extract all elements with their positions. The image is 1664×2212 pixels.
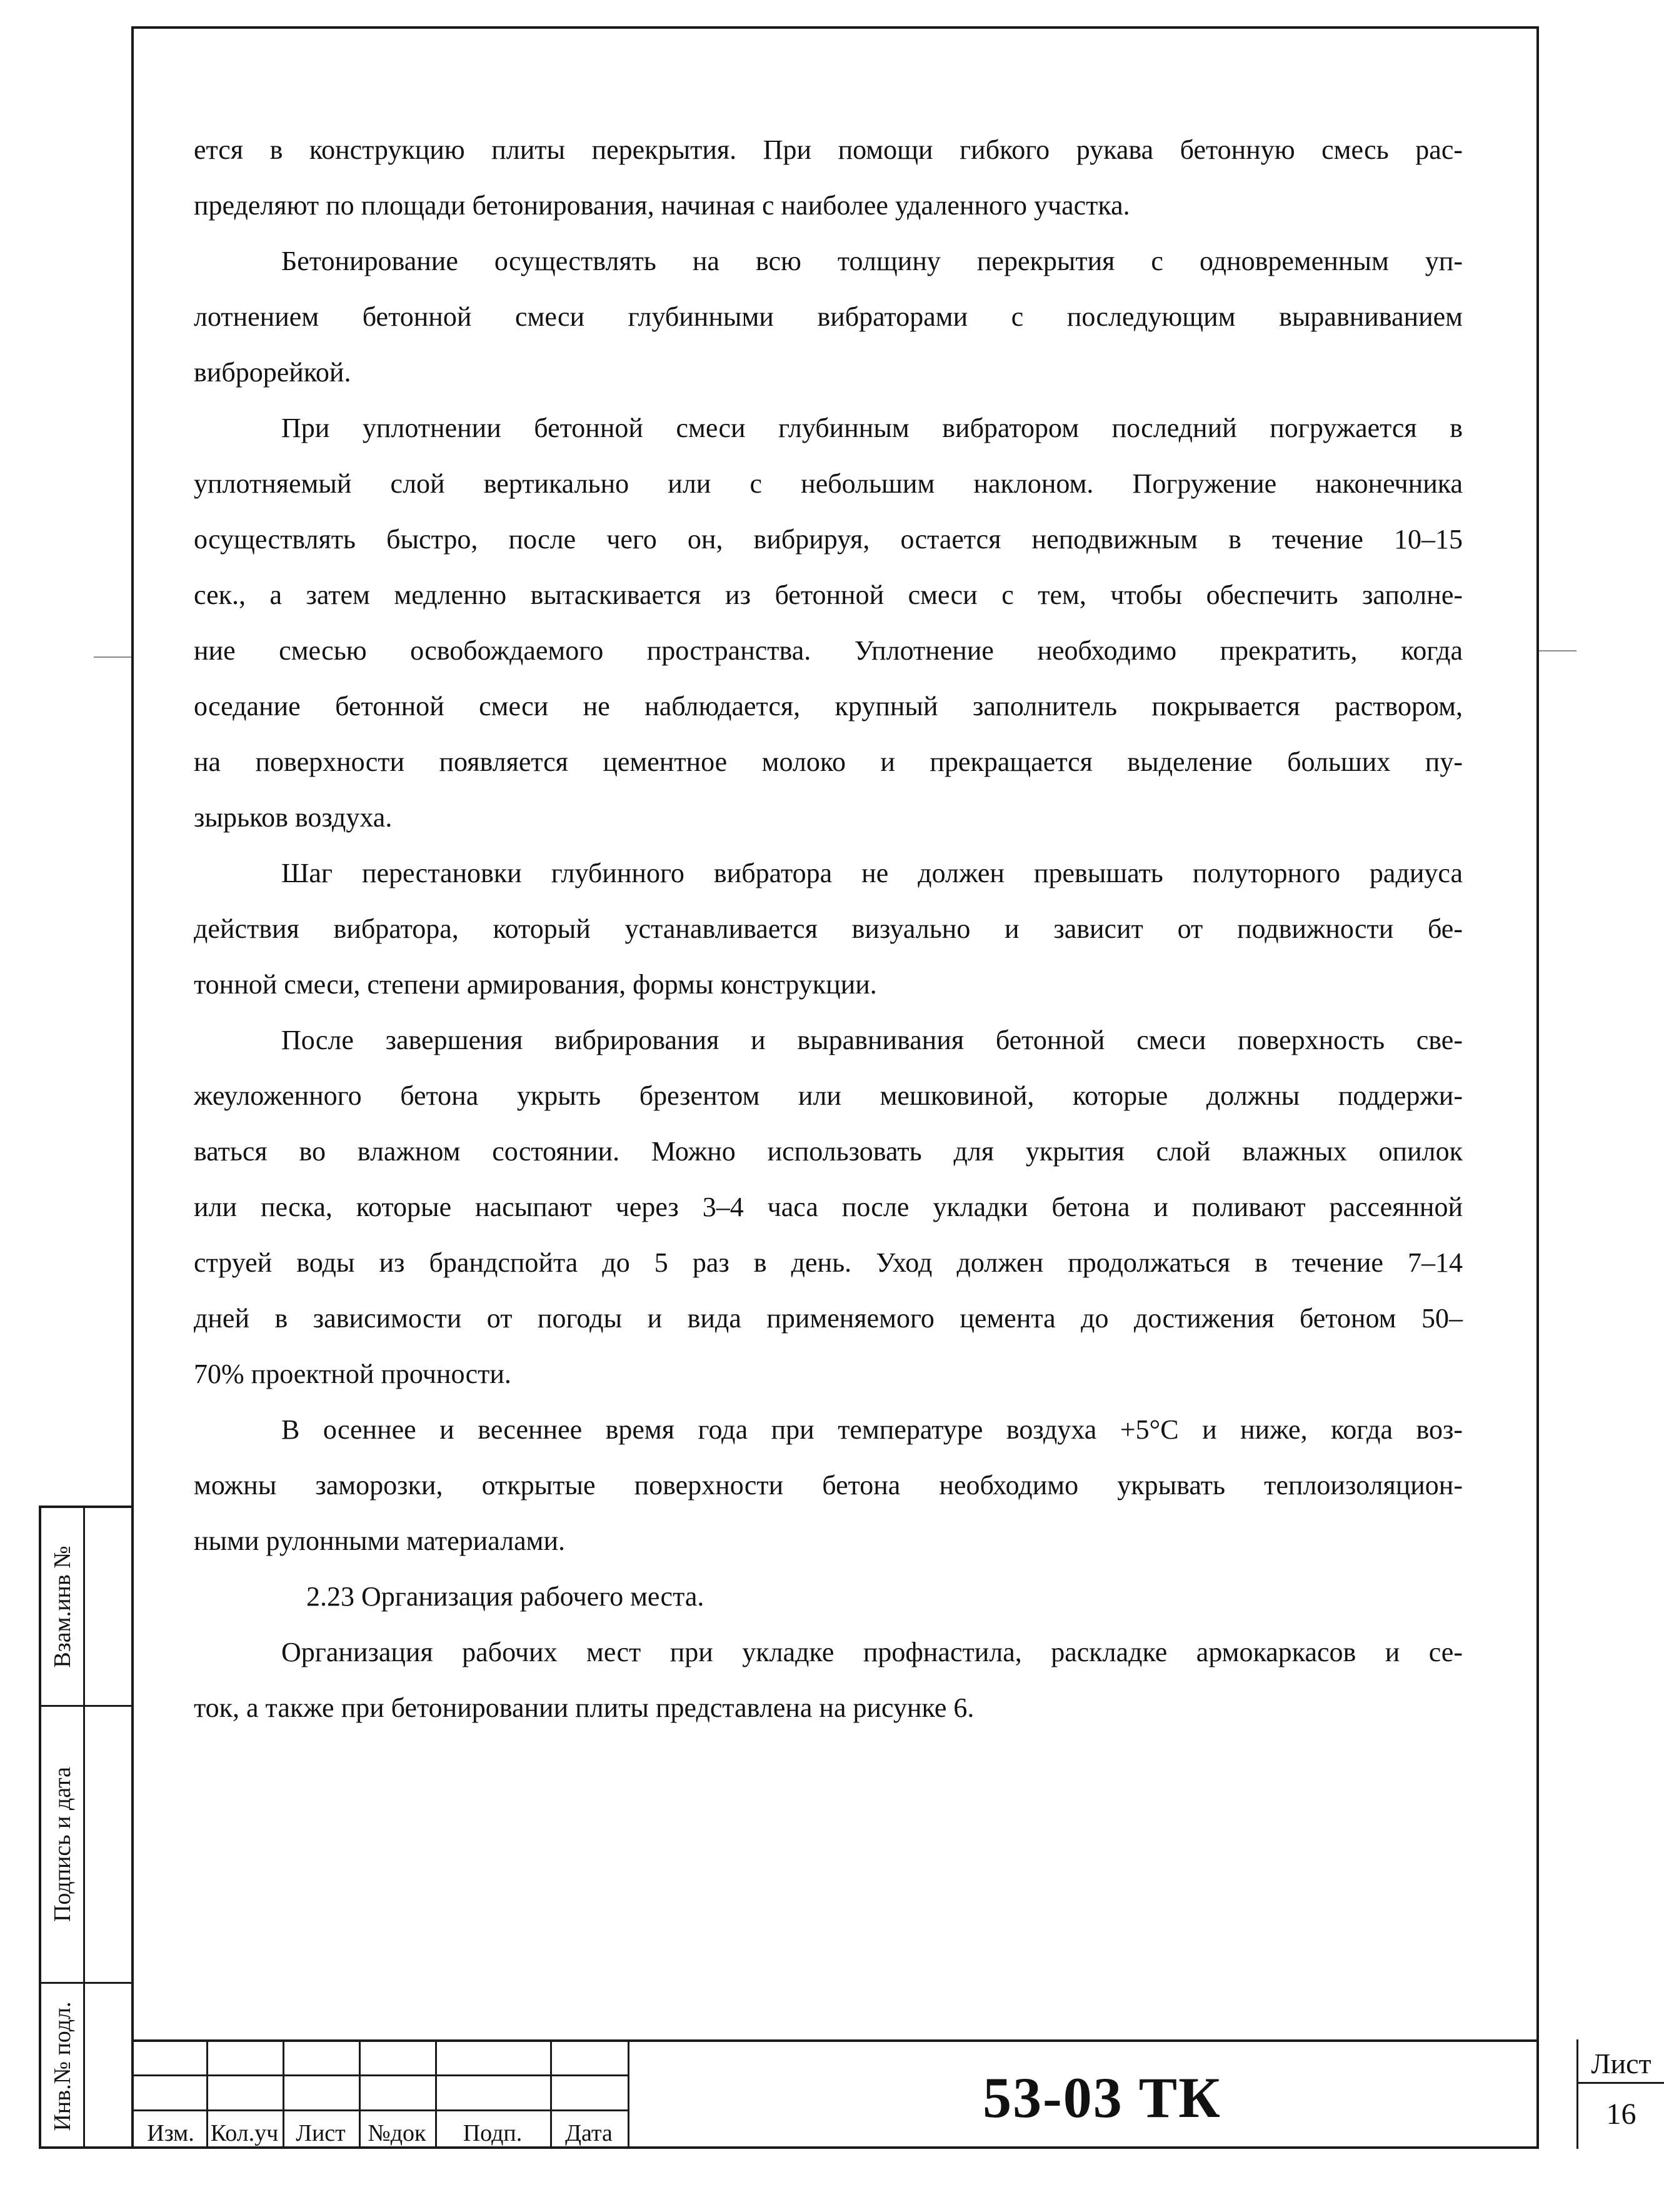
col-list: Лист: [296, 2120, 346, 2146]
side-cell-zam-inv: [41, 1508, 131, 1705]
text-line: Шаг перестановки глубинного вибратора не должен превышать полуторного радиуса: [281, 858, 1463, 888]
paragraph: [194, 845, 1463, 1012]
text-line: или песка, которые насыпают через 3–4 часа после укладки бетона и поливают рассеянной: [194, 1192, 1463, 1222]
col-data: Дата: [565, 2120, 613, 2146]
title-block: [131, 2039, 1651, 2149]
text-line: оседание бетонной смеси не наблюдается, крупный заполнитель покрывается раствором,: [194, 691, 1463, 721]
text-line: ными рулонными материалами.: [194, 1526, 566, 1556]
text-line: виброрейкой.: [194, 357, 351, 388]
paragraph: [194, 233, 1463, 400]
text-line: ваться во влажном состоянии. Можно использовать для укрытия слой влажных опилок: [194, 1136, 1463, 1167]
text-line: на поверхности появляется цементное молоко и прекращается выделение больших пу-: [194, 747, 1463, 777]
side-cell-inv-podl: [41, 1984, 131, 2149]
col-podp: Подп.: [463, 2120, 523, 2146]
text-line: После завершения вибрирования и выравнивания бетонной смеси поверхность све-: [281, 1025, 1463, 1055]
document-code: [628, 2039, 1576, 2149]
paragraph: [194, 400, 1463, 845]
text-line: сек., а затем медленно вытаскивается из бетонной смеси с тем, чтобы обеспечить заполне-: [194, 580, 1463, 610]
text-line: пределяют по площади бетонирования, начиная с наиболее удаленного участка.: [194, 190, 1130, 221]
text-line: дней в зависимости от погоды и вида применяемого цемента до достижения бетоном 50–: [194, 1303, 1463, 1334]
col-kol-uch: Кол.уч: [210, 2120, 279, 2146]
text-line: уплотняемый слой вертикально или с небольшим наклоном. Погружение наконечника: [194, 468, 1463, 499]
text-line: зырьков воздуха.: [194, 802, 393, 833]
text-line: осуществлять быстро, после чего он, вибрируя, остается неподвижным в течение 10–15: [194, 524, 1463, 555]
text-line: действия вибратора, который устанавливается визуально и зависит от подвижности бе-: [194, 913, 1463, 944]
text-line: 70% проектной прочности.: [194, 1359, 511, 1389]
margin-tick-left: [94, 656, 131, 658]
side-label-podpis-data: Подпись и дата: [49, 1766, 76, 1923]
section-heading: [194, 1569, 1463, 1624]
revision-grid: [131, 2039, 628, 2149]
text-line: ется в конструкцию плиты перекрытия. При помощи гибкого рукава бетонную смесь рас-: [194, 134, 1463, 165]
text-line: 2.23 Организация рабочего места.: [306, 1581, 704, 1612]
text-line: лотнением бетонной смеси глубинными вибраторами с последующим выравниванием: [194, 301, 1463, 332]
side-label-zam-inv: Взам.инв №: [49, 1545, 76, 1668]
text-line: струей воды из брандспойта до 5 раз в день. Уход должен продолжаться в течение 7–14: [194, 1247, 1463, 1278]
col-izm: Изм.: [147, 2120, 194, 2146]
paragraph: [194, 1624, 1463, 1736]
side-label-inv-podl: Инв.№ подл.: [49, 2001, 76, 2131]
body-text: [194, 122, 1463, 1736]
text-line: можны заморозки, открытые поверхности бетона необходимо укрывать теплоизоляцион-: [194, 1470, 1463, 1501]
document-code-text: 53-03 ТК: [983, 2066, 1221, 2129]
text-line: В осеннее и весеннее время года при температуре воздуха +5°С и ниже, когда воз-: [281, 1414, 1463, 1445]
paragraph: [194, 1012, 1463, 1402]
text-line: Бетонирование осуществлять на всю толщину перекрытия с одновременным уп-: [281, 246, 1463, 276]
paragraph: [194, 1402, 1463, 1569]
text-line: Организация рабочих мест при укладке профнастила, раскладке армокаркасов и се-: [281, 1637, 1463, 1667]
side-cell-podpis-data: [41, 1707, 131, 1982]
text-line: тонной смеси, степени армирования, формы конструкции.: [194, 969, 877, 1000]
paragraph: [194, 122, 1463, 233]
text-line: При уплотнении бетонной смеси глубинным вибратором последний погружается в: [281, 413, 1463, 443]
margin-tick-right: [1539, 650, 1576, 651]
col-n-dok: №док: [368, 2120, 426, 2146]
text-line: жеуложенного бетона укрыть брезентом или мешковиной, которые должны поддержи-: [194, 1080, 1463, 1111]
sheet-box: [1576, 2039, 1664, 2149]
sheet-number: 16: [1606, 2098, 1636, 2131]
text-line: ток, а также при бетонировании плиты представлена на рисунке 6.: [194, 1692, 975, 1723]
sheet-label: Лист: [1591, 2048, 1651, 2079]
text-line: ние смесью освобождаемого пространства. Уплотнение необходимо прекратить, когда: [194, 635, 1463, 666]
side-stamp: [39, 1506, 131, 2149]
